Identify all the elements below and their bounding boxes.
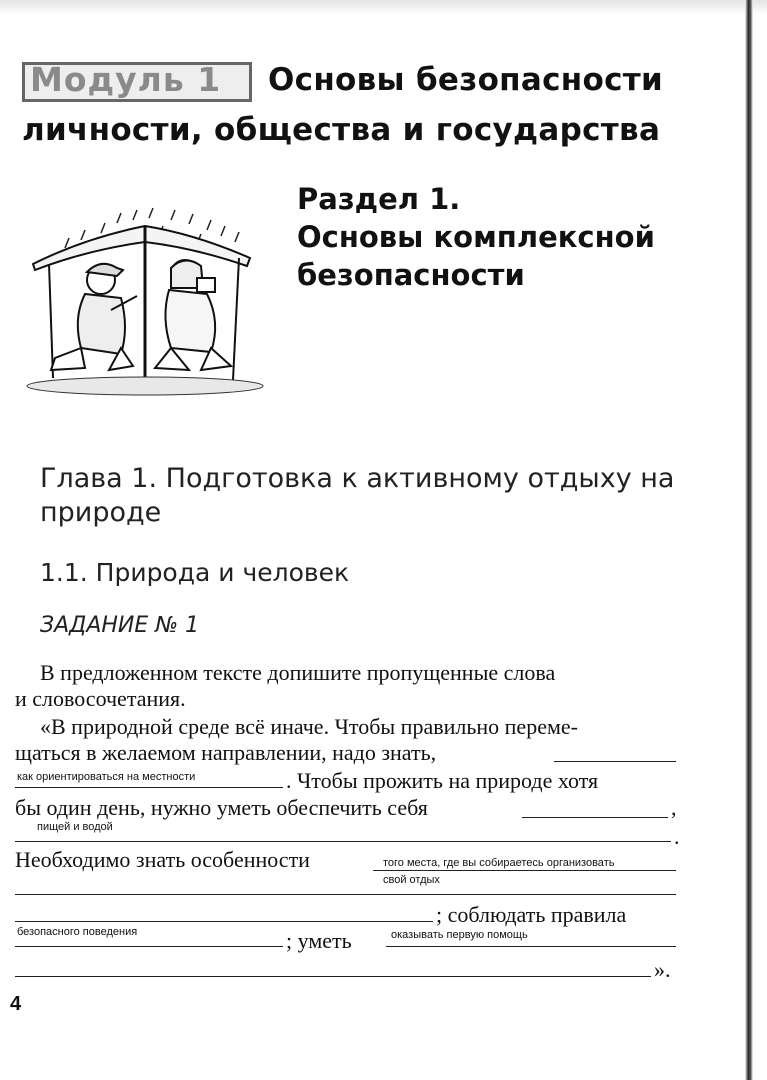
answer-1: как ориентироваться на местности [17,771,196,783]
answer-3-line2: свой отдых [383,874,440,886]
module-label: Модуль 1 [30,60,222,99]
blank-line [15,946,283,947]
blank-line [522,817,668,818]
blank-line [373,870,676,871]
task-text-line5-period: . [674,824,680,849]
page-top-shadow [0,0,767,14]
blank-line [554,761,676,762]
girl-figure [155,260,231,370]
task-text-line4-comma: , [671,795,677,820]
answer-5: оказывать первую помощь [391,929,528,941]
boy-figure [51,264,137,370]
blank-line [386,946,676,947]
tent-illustration [25,198,270,398]
section-line1: Раздел 1. [297,182,461,216]
tent-pole-right [233,258,239,380]
blank-line [15,894,676,895]
task-heading: ЗАДАНИЕ № 1 [40,613,200,638]
subchapter-title: 1.1. Природа и человек [40,558,350,587]
task-text-line9: ; уметь [286,928,352,953]
blank-line [15,976,651,977]
module-title-line1: Основы безопасности [268,62,664,98]
chapter-title: Глава 1. Подготовка к активному отдыху на природе [40,463,675,528]
blank-line [15,921,433,922]
tent-pole-left [49,264,53,378]
section-line3: безопасности [297,258,525,292]
task-text-line1: «В природной среде всё иначе. Чтобы правильно переме- [40,714,578,739]
task-intro-line1: В предложенном тексте допишите пропущенные слова [40,660,556,685]
answer-2: пищей и водой [37,821,113,833]
task-text-line3: . Чтобы прожить на природе хотя [286,768,599,793]
task-text-line2: щаться в желаемом направлении, надо знать, [15,740,437,765]
task-text-line8: ; соблюдать правила [436,902,627,927]
section-line2: Основы комплексной [297,220,655,254]
answer-3-line1: того места, где вы собираетесь организовать [383,857,615,869]
task-text-line4: бы один день, нужно уметь обеспечить себя [15,795,428,820]
ground-shadow [27,377,263,395]
task-intro-line2: и словосочетания. [15,686,186,711]
module-title-line2: личности, общества и государства [22,112,661,148]
section-heading [297,180,655,294]
page-number: 4 [10,993,22,1015]
blank-line [15,787,283,788]
page-binding-edge [745,0,753,1080]
blank-line [15,841,671,842]
task-text-line10-end: ». [654,957,671,982]
answer-4: безопасного поведения [17,926,138,938]
task-text-line6: Необходимо знать особенности [15,847,310,872]
